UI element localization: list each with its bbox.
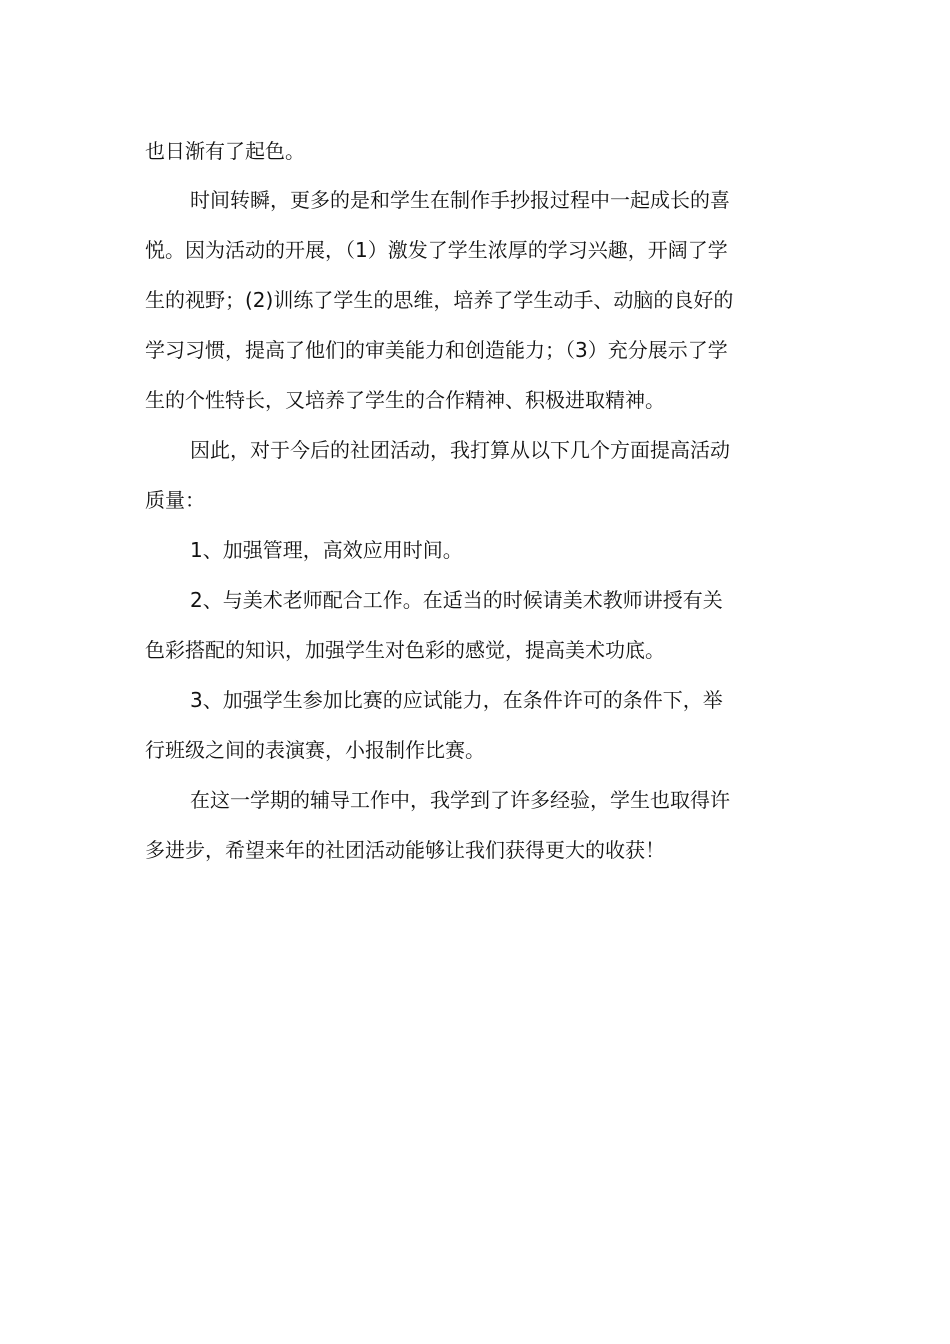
text-line: 质量： — [145, 488, 205, 512]
text-line: 在这一学期的辅导工作中，我学到了许多经验，学生也取得许 — [190, 788, 730, 812]
text-line: 1、加强管理，高效应用时间。 — [190, 538, 463, 562]
text-line: 时间转瞬，更多的是和学生在制作手抄报过程中一起成长的喜 — [190, 188, 730, 212]
text-line: 2、与美术老师配合工作。在适当的时候请美术教师讲授有关 — [190, 588, 723, 612]
text-line: 生的视野；(2)训练了学生的思维，培养了学生动手、动脑的良好的 — [145, 288, 734, 312]
text-line: 因此，对于今后的社团活动，我打算从以下几个方面提高活动 — [190, 438, 730, 462]
text-line: 行班级之间的表演赛，小报制作比赛。 — [145, 738, 485, 762]
text-line: 多进步，希望来年的社团活动能够让我们获得更大的收获！ — [145, 838, 665, 862]
text-line: 生的个性特长，又培养了学生的合作精神、积极进取精神。 — [145, 388, 665, 412]
text-line: 悦。因为活动的开展，（1）激发了学生浓厚的学习兴趣，开阔了学 — [145, 238, 728, 262]
text-line: 学习习惯，提高了他们的审美能力和创造能力；（3）充分展示了学 — [145, 338, 728, 362]
text-line: 也日渐有了起色。 — [145, 139, 305, 163]
text-line: 3、加强学生参加比赛的应试能力，在条件许可的条件下，举 — [190, 688, 723, 712]
text-line: 色彩搭配的知识，加强学生对色彩的感觉，提高美术功底。 — [145, 638, 665, 662]
